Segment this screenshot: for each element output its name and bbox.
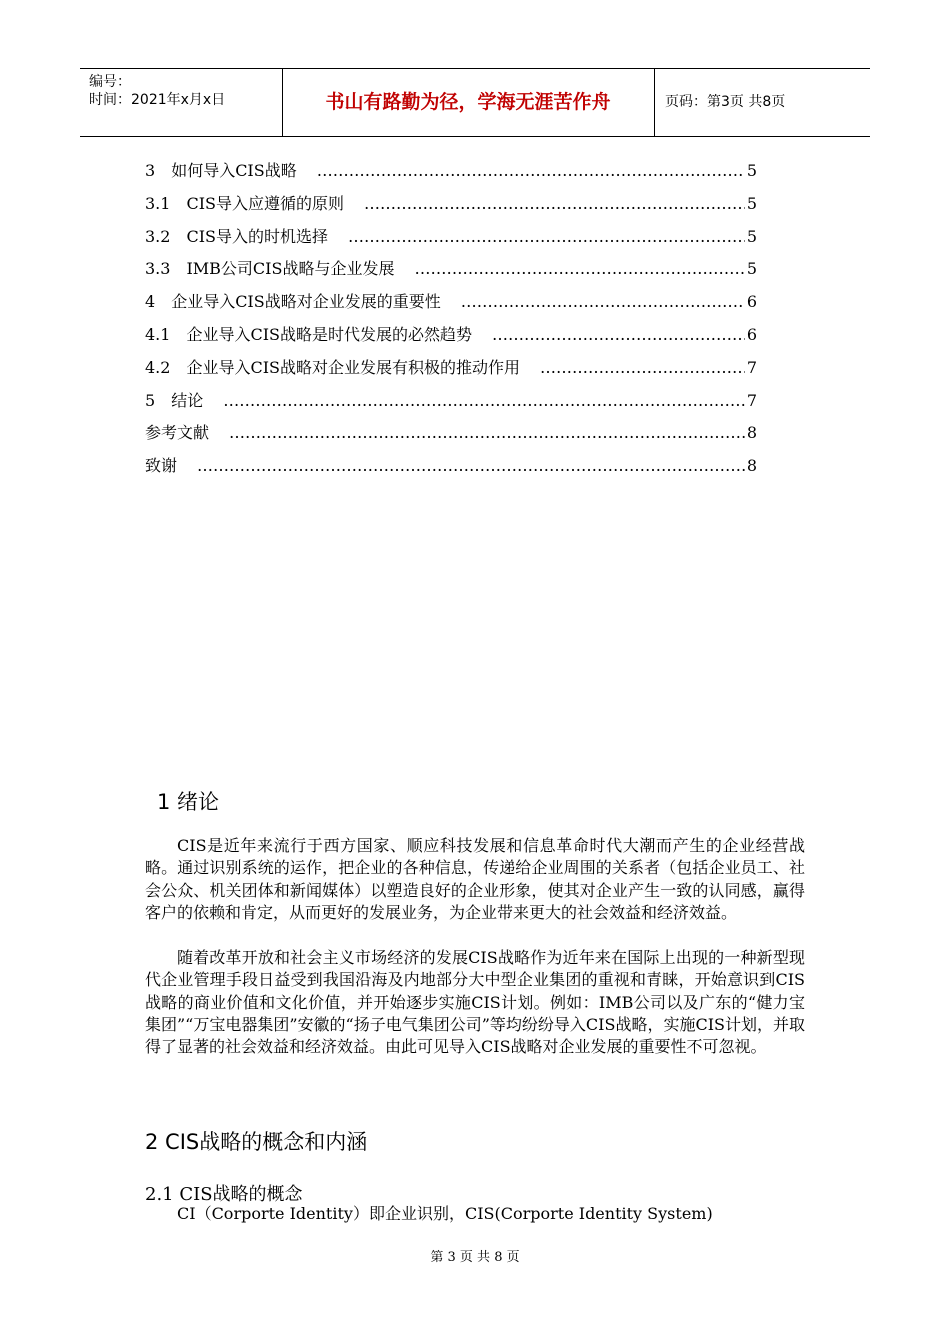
- toc-entry-title: CIS导入的时机选择: [186, 226, 328, 246]
- toc-entry-page: 8: [746, 456, 757, 476]
- page-header: [80, 68, 870, 137]
- toc-entry-page: 6: [746, 292, 757, 312]
- toc-entry-title: 如何导入CIS战略: [171, 161, 297, 180]
- page-footer: 第 3 页 共 8 页: [430, 1250, 520, 1265]
- toc-entry-page: 5: [746, 226, 757, 246]
- toc-entry[interactable]: [145, 224, 757, 257]
- toc-entry-title: CIS导入应遵循的原则: [186, 193, 344, 213]
- toc-entry[interactable]: [145, 420, 757, 453]
- toc-entry-title: 致谢: [145, 456, 178, 476]
- toc-entry-page: 5: [746, 161, 757, 180]
- toc-leader-dots: [461, 292, 745, 311]
- time-label: 时间：2021年x月x日: [89, 92, 226, 108]
- toc-entry[interactable]: [145, 453, 757, 486]
- header-meta-cell: [80, 69, 283, 136]
- toc-entry-title: IMB公司CIS战略与企业发展: [186, 259, 395, 279]
- toc-entry-number: 3.3: [145, 259, 171, 279]
- toc-leader-dots: [197, 456, 745, 475]
- toc-entry[interactable]: [145, 289, 757, 322]
- toc-leader-dots: [317, 161, 745, 180]
- toc-entry-page: 7: [746, 390, 757, 410]
- section-1-paragraph-1: CIS是近年来流行于西方国家、顺应科技发展和信息革命时代大潮而产生的企业经营战略。通过识别系统的运作，把企业的各种信息，传递给企业周围的关系者（包括企业员工、社会公众、机关团体和新闻媒体）以塑造良好的企业形象，使其对企业产生一致的认同感，赢得客户的依赖和肯定，从而更好的发展业务，为企业带来更大的社会效益和经济效益。: [145, 836, 805, 922]
- toc-entry-number: 4.2: [145, 357, 171, 377]
- toc-entry[interactable]: [145, 191, 757, 224]
- toc-leader-dots: [364, 194, 745, 213]
- section-2-1-paragraph: CI（Corporte Identity）即企业识别，CIS(Corporte Identity System): [177, 1204, 713, 1223]
- toc-entry-number: 4: [145, 292, 156, 312]
- table-of-contents: [145, 158, 757, 486]
- toc-entry-number: 3.1: [145, 193, 171, 213]
- toc-entry[interactable]: [145, 256, 757, 289]
- toc-entry[interactable]: [145, 322, 757, 355]
- header-page-label: 页码：第3页 共8页: [665, 94, 786, 110]
- header-motto: 书山有路勤为径，学海无涯苦作舟: [282, 69, 655, 136]
- toc-entry-number: 5: [145, 390, 156, 410]
- toc-leader-dots: [223, 391, 745, 410]
- toc-entry-title: 企业导入CIS战略是时代发展的必然趋势: [186, 324, 472, 344]
- section-1-heading: 1 绪论: [157, 790, 220, 814]
- toc-entry-page: 5: [746, 259, 757, 279]
- toc-entry[interactable]: [145, 355, 757, 388]
- toc-entry-number: 3: [145, 161, 156, 180]
- toc-entry-number: 3.2: [145, 226, 171, 246]
- toc-entry-page: 7: [746, 357, 757, 377]
- toc-leader-dots: [229, 423, 745, 442]
- toc-leader-dots: [414, 259, 744, 278]
- section-2-heading: 2 CIS战略的概念和内涵: [145, 1130, 368, 1154]
- section-2-1-heading: 2.1 CIS战略的概念: [145, 1184, 303, 1205]
- toc-entry-number: 4.1: [145, 324, 171, 344]
- toc-leader-dots: [348, 227, 745, 246]
- section-1-paragraph-2: 随着改革开放和社会主义市场经济的发展CIS战略作为近年来在国际上出现的一种新型现代企业管理手段日益受到我国沿海及内地部分大中型企业集团的重视和青睐，开始意识到CIS战略的商业价值和文化价值，并开始逐步实施CIS计划。例如：IMB公司以及广东的“健力宝集团”“万宝电器集团”安徽的“扬子电气集团公司”等均纷纷导入CIS战略，实施CIS计划，并取得了显著的社会效益和经济效益。由此可见导入CIS战略对企业发展的重要性不可忽视。: [145, 948, 805, 1057]
- toc-entry-title: 企业导入CIS战略对企业发展的重要性: [171, 292, 441, 312]
- serial-label: 编号：: [89, 74, 131, 90]
- toc-leader-dots: [540, 358, 745, 377]
- toc-leader-dots: [492, 325, 745, 344]
- toc-entry[interactable]: [145, 388, 757, 421]
- toc-entry-title: 结论: [171, 390, 204, 410]
- toc-entry[interactable]: [145, 158, 757, 191]
- toc-entry-title: 参考文献: [145, 423, 210, 443]
- toc-entry-page: 8: [746, 423, 757, 443]
- toc-entry-page: 5: [746, 193, 757, 213]
- toc-entry-page: 6: [746, 324, 757, 344]
- toc-entry-title: 企业导入CIS战略对企业发展有积极的推动作用: [186, 357, 520, 377]
